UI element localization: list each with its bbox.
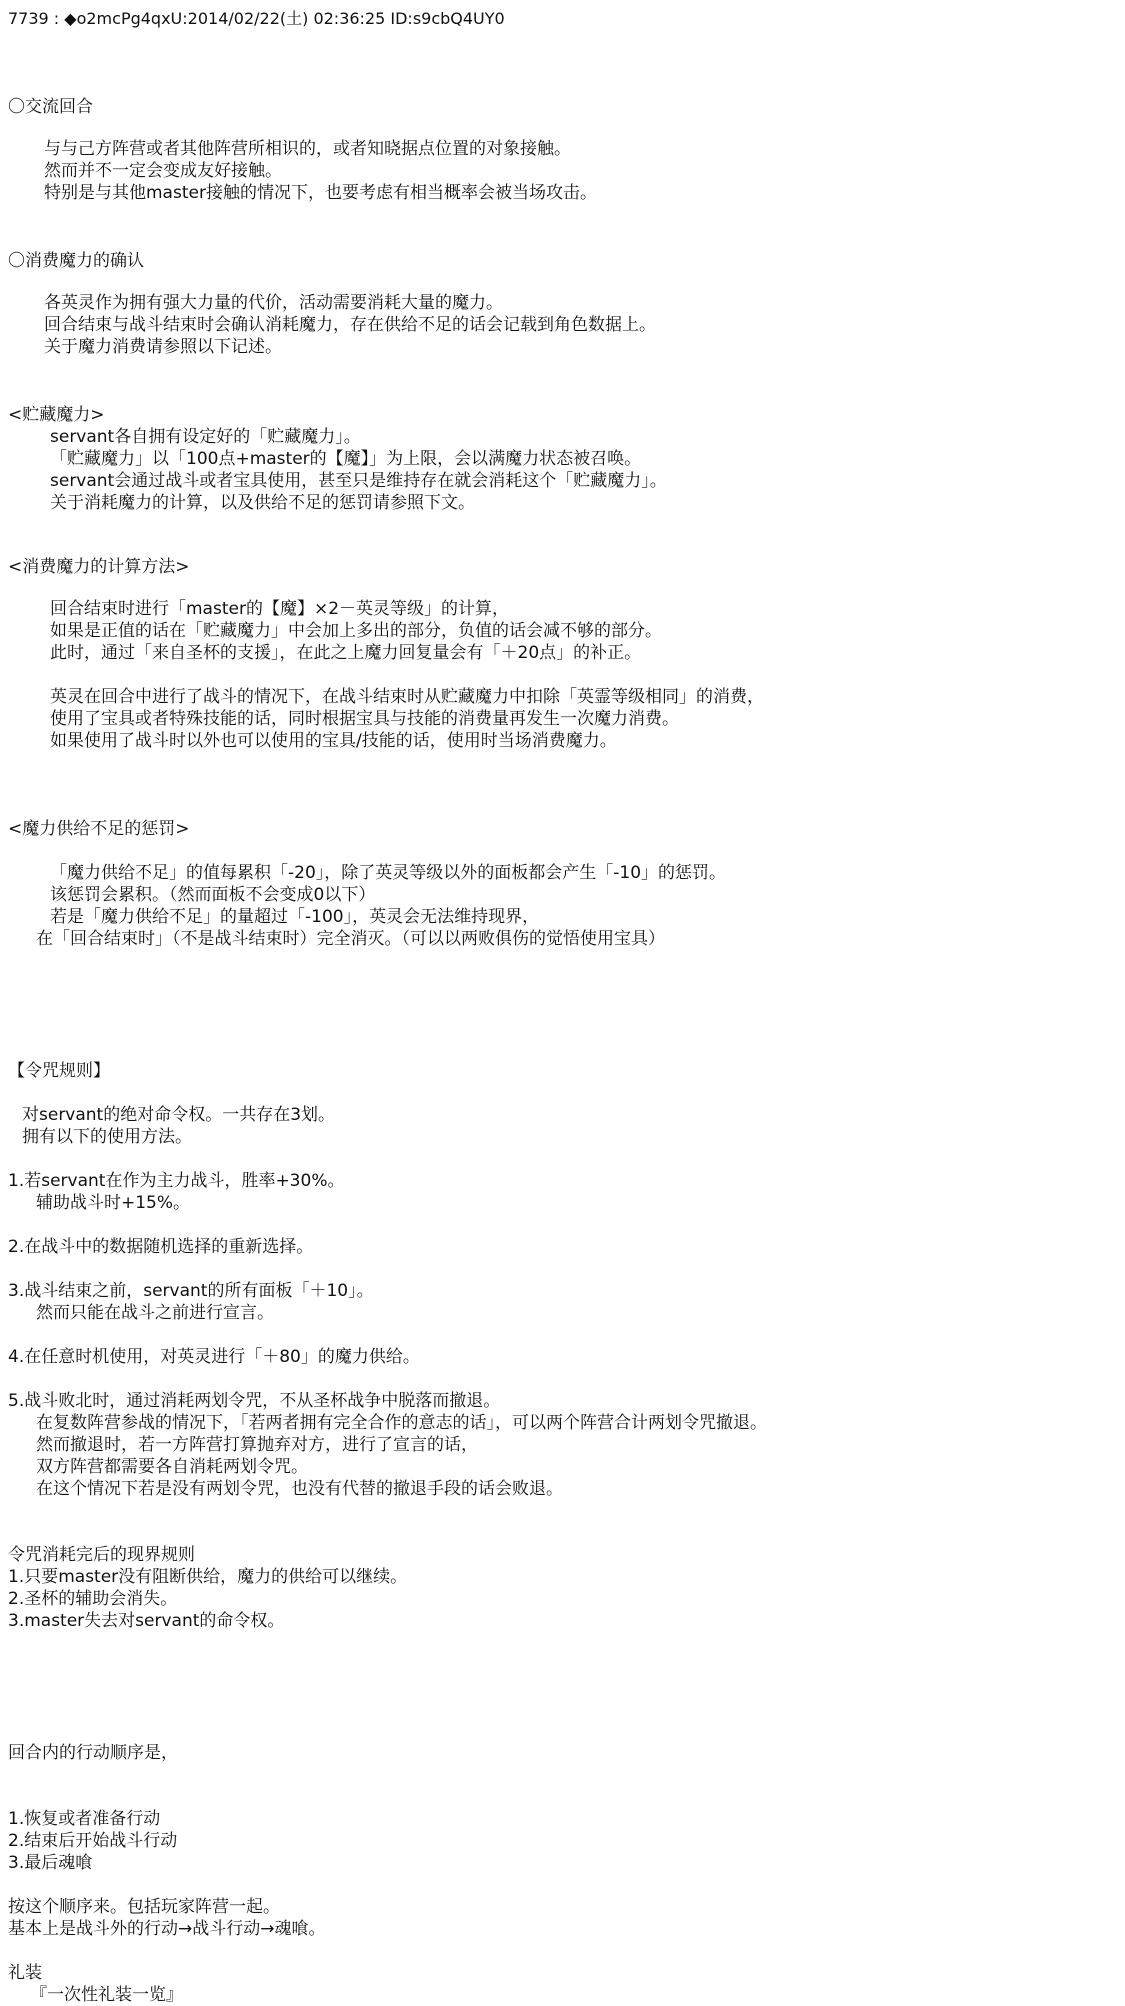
text-line: 使用了宝具或者特殊技能的话，同时根据宝具与技能的消费量再发生一次魔力消费。 bbox=[50, 709, 679, 729]
list-item: 3.最后魂喰 bbox=[8, 1853, 93, 1873]
text-line: servant各自拥有设定好的「贮藏魔力」。 bbox=[50, 427, 361, 447]
text-line: 『一次性礼装一览』 bbox=[30, 1985, 183, 2005]
text-line: 然而只能在战斗之前进行宣言。 bbox=[36, 1303, 274, 1323]
list-item: 3.战斗结束之前，servant的所有面板「＋10」。 bbox=[8, 1281, 374, 1301]
section-title-mana-shortage-penalty: <魔力供给不足的惩罚> bbox=[8, 819, 190, 839]
section-title-mana-calculation: <消费魔力的计算方法> bbox=[8, 557, 190, 577]
list-item: 1.只要master没有阻断供给，魔力的供给可以继续。 bbox=[8, 1567, 408, 1587]
list-item: 1.恢复或者准备行动 bbox=[8, 1809, 161, 1829]
text-line: 如果是正值的话在「贮藏魔力」中会加上多出的部分，负值的话会减不够的部分。 bbox=[50, 621, 662, 641]
text-line: 回合结束时进行「master的【魔】×2－英灵等级」的计算， bbox=[50, 599, 510, 619]
text-line: servant会通过战斗或者宝具使用，甚至只是维持存在就会消耗这个「贮藏魔力」。 bbox=[50, 471, 667, 491]
section-title-mana-confirm: 〇消费魔力的确认 bbox=[8, 251, 144, 271]
section-title-mystic-codes: 礼装 bbox=[8, 1963, 42, 1983]
text-line: 「魔力供给不足」的值每累积「-20」，除了英灵等级以外的面板都会产生「-10」的惩罚。 bbox=[50, 863, 727, 883]
text-line: 双方阵营都需要各自消耗两划令咒。 bbox=[36, 1457, 308, 1477]
list-item: 1.若servant在作为主力战斗，胜率+30%。 bbox=[8, 1171, 345, 1191]
text-line: 在这个情况下若是没有两划令咒，也没有代替的撤退手段的话会败退。 bbox=[36, 1479, 563, 1499]
section-title-action-order: 回合内的行动顺序是， bbox=[8, 1743, 178, 1763]
text-line: 拥有以下的使用方法。 bbox=[22, 1127, 192, 1147]
section-title-command-spell-rules: 【令咒规则】 bbox=[8, 1061, 110, 1081]
text-line: 辅助战斗时+15%。 bbox=[36, 1193, 191, 1213]
text-line: 「贮藏魔力」以「100点+master的【魔】」为上限，会以满魔力状态被召唤。 bbox=[50, 449, 642, 469]
text-line: 与与己方阵营或者其他阵营所相识的，或者知晓据点位置的对象接触。 bbox=[44, 139, 571, 159]
text-line: 然而并不一定会变成友好接触。 bbox=[44, 161, 282, 181]
text-line: 英灵在回合中进行了战斗的情况下，在战斗结束时从贮藏魔力中扣除「英霊等级相同」的消费， bbox=[50, 687, 764, 707]
text-line: 对servant的绝对命令权。一共存在3划。 bbox=[22, 1105, 336, 1125]
text-line: 基本上是战斗外的行动→战斗行动→魂喰。 bbox=[8, 1919, 326, 1939]
section-title-stored-mana: <贮藏魔力> bbox=[8, 405, 105, 425]
list-item: 4.在任意时机使用，对英灵进行「＋80」的魔力供给。 bbox=[8, 1347, 420, 1367]
list-item: 5.战斗败北时，通过消耗两划令咒，不从圣杯战争中脱落而撤退。 bbox=[8, 1391, 501, 1411]
text-line: 关于魔力消费请参照以下记述。 bbox=[44, 337, 282, 357]
list-item: 2.在战斗中的数据随机选择的重新选择。 bbox=[8, 1237, 314, 1257]
section-title-exchange-round: 〇交流回合 bbox=[8, 97, 93, 117]
list-item: 2.结束后开始战斗行动 bbox=[8, 1831, 178, 1851]
text-line: 关于消耗魔力的计算，以及供给不足的惩罚请参照下文。 bbox=[50, 493, 475, 513]
text-line: 在复数阵营参战的情况下，「若两者拥有完全合作的意志的话」，可以两个阵营合计两划令咒撤退。 bbox=[36, 1413, 767, 1433]
text-line: 该惩罚会累积。（然而面板不会变成0以下） bbox=[50, 885, 376, 905]
text-line: 在「回合结束时」（不是战斗结束时）完全消灭。（可以以两败俱伤的觉悟使用宝具） bbox=[36, 929, 665, 949]
text-line: 按这个顺序来。包括玩家阵营一起。 bbox=[8, 1897, 280, 1917]
list-item: 3.master失去对servant的命令权。 bbox=[8, 1611, 285, 1631]
post-header: 7739 : ◆o2mcPg4qxU:2014/02/22(土) 02:36:25 ID:s9cbQ4UY0 bbox=[8, 9, 505, 28]
text-line: 此时，通过「来自圣杯的支援」，在此之上魔力回复量会有「＋20点」的补正。 bbox=[50, 643, 642, 663]
section-title-after-spells-rules: 令咒消耗完后的现界规则 bbox=[8, 1545, 195, 1565]
text-line: 如果使用了战斗时以外也可以使用的宝具/技能的话，使用时当场消费魔力。 bbox=[50, 731, 617, 751]
text-line: 回合结束与战斗结束时会确认消耗魔力，存在供给不足的话会记载到角色数据上。 bbox=[44, 315, 656, 335]
text-line: 特别是与其他master接触的情况下，也要考虑有相当概率会被当场攻击。 bbox=[44, 183, 597, 203]
text-line: 各英灵作为拥有强大力量的代价，活动需要消耗大量的魔力。 bbox=[44, 293, 503, 313]
text-line: 若是「魔力供给不足」的量超过「-100」，英灵会无法维持现界， bbox=[50, 907, 540, 927]
text-line: 然而撤退时，若一方阵营打算抛弃对方，进行了宣言的话， bbox=[36, 1435, 478, 1455]
list-item: 2.圣杯的辅助会消失。 bbox=[8, 1589, 178, 1609]
